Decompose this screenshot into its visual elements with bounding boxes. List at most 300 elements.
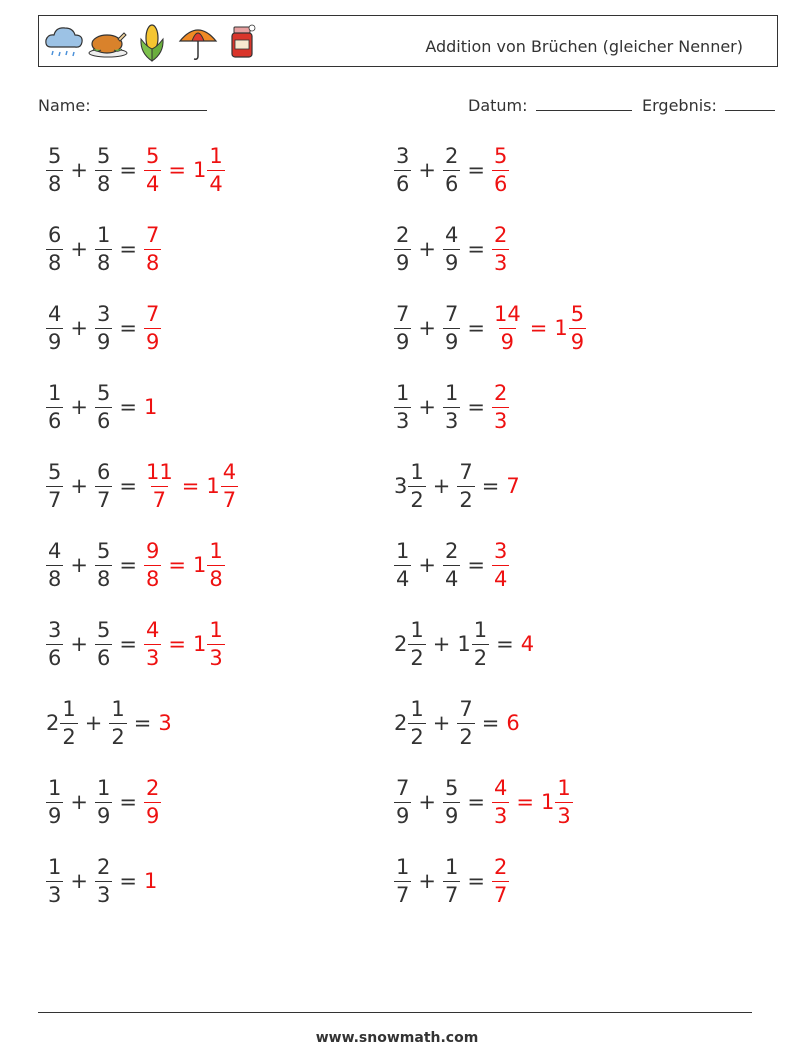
denominator: 8: [48, 171, 62, 196]
fraction: [95, 301, 112, 354]
denominator: 8: [145, 250, 160, 275]
fraction: [144, 301, 161, 354]
numerator: 3: [48, 617, 62, 642]
denominator: 9: [48, 803, 62, 828]
numerator: 1: [410, 459, 424, 484]
denominator: 2: [62, 724, 76, 749]
denominator: 2: [410, 724, 424, 749]
answer: [521, 632, 535, 656]
fraction: [95, 617, 112, 670]
fraction: [60, 696, 77, 749]
corn-icon: [131, 21, 173, 63]
umbrella-icon: [177, 21, 219, 63]
numerator: 2: [493, 380, 508, 405]
answer-value: [144, 395, 158, 419]
fraction: [443, 538, 460, 591]
whole-number: 1: [540, 790, 555, 814]
equals-sign: =: [529, 316, 548, 340]
fraction: [443, 380, 460, 433]
problem-item: [46, 535, 225, 595]
plus-sign: +: [70, 869, 88, 893]
equals-sign: =: [119, 237, 137, 261]
answer-value: [144, 617, 161, 670]
numerator: 1: [410, 696, 424, 721]
fraction: [46, 222, 63, 275]
numerator: 1: [209, 617, 223, 642]
addend-1: [46, 459, 63, 512]
denominator: 2: [410, 487, 424, 512]
mixed-number: [554, 301, 586, 354]
worksheet-title: Addition von Brüchen (gleicher Nenner): [425, 37, 743, 56]
addend-1: [394, 143, 411, 196]
numerator: 7: [145, 222, 160, 247]
problem-item: [46, 693, 173, 753]
plus-sign: +: [70, 395, 88, 419]
fraction: [394, 775, 411, 828]
fraction: [394, 301, 411, 354]
addend-1: [46, 696, 78, 749]
answer: [506, 474, 520, 498]
equals-sign: =: [481, 474, 500, 498]
fraction: [443, 301, 460, 354]
mixed-number: [540, 775, 573, 828]
numerator: 2: [444, 143, 459, 168]
numerator: 7: [396, 301, 410, 326]
addend-2: [95, 775, 112, 828]
fraction: [207, 617, 224, 670]
numerator: 1: [396, 854, 410, 879]
name-label: Name:: [38, 96, 91, 115]
fraction: [457, 696, 474, 749]
addend-2: [443, 222, 460, 275]
equals-sign: =: [467, 237, 485, 261]
equals-sign: =: [133, 711, 152, 735]
plus-sign: +: [70, 553, 88, 577]
denominator: 6: [96, 408, 111, 433]
denominator: 9: [145, 329, 160, 354]
denominator: 3: [493, 408, 508, 433]
date-label: Datum:: [468, 96, 528, 115]
score-label: Ergebnis:: [642, 96, 717, 115]
fraction: [492, 538, 509, 591]
addend-1: [394, 775, 411, 828]
denominator: 4: [209, 171, 223, 196]
answer: [144, 617, 225, 670]
fraction: [394, 222, 411, 275]
fraction: [95, 538, 112, 591]
fraction: [46, 775, 63, 828]
addend-2: [95, 380, 112, 433]
equals-sign: =: [119, 790, 137, 814]
fraction: [46, 854, 63, 907]
equals-sign: =: [168, 158, 186, 182]
plus-sign: +: [418, 237, 436, 261]
addend-2: [95, 301, 112, 354]
fraction: [144, 459, 175, 512]
equals-sign: =: [119, 395, 137, 419]
answer: [158, 711, 172, 735]
denominator: 3: [48, 882, 62, 907]
fraction: [569, 301, 586, 354]
addend-2: [443, 538, 460, 591]
problem-item: [46, 772, 161, 832]
fraction: [207, 538, 224, 591]
addend-2: [95, 222, 112, 275]
denominator: 7: [48, 487, 62, 512]
fraction: [144, 143, 161, 196]
addend-2: [95, 617, 112, 670]
whole-number: 1: [554, 316, 568, 340]
whole-number: 1: [192, 632, 207, 656]
plus-sign: +: [70, 790, 88, 814]
numerator: 5: [48, 459, 62, 484]
fraction: [443, 854, 460, 907]
numerator: 5: [96, 380, 111, 405]
plus-sign: +: [70, 158, 88, 182]
fraction: [394, 538, 411, 591]
numerator: 2: [444, 538, 459, 563]
denominator: 9: [570, 329, 585, 354]
answer: [144, 869, 158, 893]
addend-1: [394, 301, 411, 354]
fraction: [95, 854, 112, 907]
numerator: 1: [396, 538, 410, 563]
numerator: 2: [96, 854, 111, 879]
addend-1: [394, 380, 411, 433]
fraction: [443, 143, 460, 196]
denominator: 3: [145, 645, 160, 670]
plus-sign: +: [418, 395, 436, 419]
addend-1: [46, 775, 63, 828]
addend-1: [394, 696, 426, 749]
equals-sign: =: [119, 869, 137, 893]
problem-item: [394, 693, 521, 753]
answer-value: [144, 459, 175, 512]
whole-number: 3: [158, 711, 172, 735]
numerator: 4: [145, 617, 160, 642]
whole-number: 1: [457, 632, 471, 656]
addend-2: [457, 459, 474, 512]
answer-value: [144, 775, 161, 828]
numerator: 2: [493, 854, 508, 879]
numerator: 7: [459, 696, 473, 721]
equals-sign: =: [119, 158, 137, 182]
answer-value: [144, 869, 158, 893]
denominator: 6: [396, 171, 410, 196]
answer-value: [492, 380, 509, 433]
fraction: [472, 617, 489, 670]
fraction: [408, 696, 425, 749]
whole-number: 1: [192, 553, 207, 577]
denominator: 6: [493, 171, 508, 196]
problem-item: [394, 851, 509, 911]
whole-number: 2: [394, 711, 408, 735]
problem-item: [46, 298, 161, 358]
answer-value: [492, 538, 509, 591]
equals-sign: =: [168, 553, 186, 577]
answer: [506, 711, 520, 735]
answer: [492, 775, 573, 828]
denominator: 7: [222, 487, 237, 512]
fraction: [144, 222, 161, 275]
whole-number: 1: [143, 869, 158, 893]
numerator: 1: [557, 775, 571, 800]
denominator: 4: [444, 566, 459, 591]
denominator: 9: [444, 803, 459, 828]
numerator: 1: [48, 854, 62, 879]
name-blank: [99, 96, 207, 111]
plus-sign: +: [432, 632, 451, 656]
fraction: [492, 301, 523, 354]
numerator: 1: [209, 538, 223, 563]
equals-sign: =: [467, 158, 485, 182]
answer: [144, 395, 158, 419]
fraction: [46, 459, 63, 512]
denominator: 6: [48, 645, 62, 670]
numerator: 5: [570, 301, 585, 326]
answer-value: [492, 854, 509, 907]
numerator: 1: [62, 696, 76, 721]
fraction: [95, 143, 112, 196]
equals-sign: =: [467, 316, 485, 340]
name-field: [38, 96, 207, 115]
answer-value: [506, 711, 520, 735]
denominator: 7: [152, 487, 167, 512]
denominator: 8: [48, 566, 62, 591]
equals-sign: =: [119, 553, 137, 577]
equals-sign: =: [119, 474, 137, 498]
fraction: [492, 143, 509, 196]
worksheet-header: [38, 15, 778, 67]
addend-2: [443, 301, 460, 354]
fraction: [144, 775, 161, 828]
denominator: 9: [444, 250, 459, 275]
numerator: 1: [48, 380, 62, 405]
fraction: [394, 380, 411, 433]
numerator: 5: [493, 143, 508, 168]
numerator: 5: [96, 538, 111, 563]
problem-item: [394, 772, 573, 832]
problem-item: [394, 298, 586, 358]
problem-item: [394, 219, 509, 279]
denominator: 7: [493, 882, 508, 907]
addend-2: [95, 459, 112, 512]
denominator: 3: [493, 250, 508, 275]
addend-2: [443, 854, 460, 907]
problem-item: [46, 614, 225, 674]
fraction: [95, 459, 112, 512]
equals-sign: =: [467, 395, 485, 419]
numerator: 4: [48, 301, 62, 326]
denominator: 9: [500, 329, 515, 354]
fraction: [46, 301, 63, 354]
answer: [492, 143, 509, 196]
fraction: [46, 617, 63, 670]
mixed-number: [192, 617, 225, 670]
addend-2: [95, 538, 112, 591]
whole-number: 1: [192, 158, 207, 182]
plus-sign: +: [84, 711, 103, 735]
fraction: [492, 222, 509, 275]
whole-number: 3: [394, 474, 408, 498]
problem-item: [46, 851, 158, 911]
answer: [144, 775, 161, 828]
denominator: 8: [96, 171, 111, 196]
problem-item: [46, 377, 158, 437]
numerator: 4: [222, 459, 237, 484]
equals-sign: =: [467, 553, 485, 577]
fraction: [95, 775, 112, 828]
numerator: 7: [396, 775, 410, 800]
plus-sign: +: [418, 158, 436, 182]
fraction: [144, 617, 161, 670]
fraction: [46, 143, 63, 196]
numerator: 4: [493, 775, 508, 800]
numerator: 6: [48, 222, 62, 247]
denominator: 3: [396, 408, 410, 433]
numerator: 5: [96, 617, 111, 642]
numerator: 5: [96, 143, 111, 168]
addend-2: [95, 854, 112, 907]
denominator: 9: [145, 803, 160, 828]
footer-url: www.snowmath.com: [315, 1030, 479, 1046]
denominator: 9: [96, 803, 111, 828]
fraction: [443, 222, 460, 275]
denominator: 6: [444, 171, 459, 196]
rain-cloud-icon: [43, 21, 85, 63]
denominator: 6: [96, 645, 111, 670]
answer: [144, 301, 161, 354]
denominator: 9: [96, 329, 111, 354]
numerator: 1: [444, 380, 459, 405]
denominator: 3: [557, 803, 571, 828]
problem-item: [394, 456, 521, 516]
denominator: 2: [410, 645, 424, 670]
fraction: [457, 459, 474, 512]
problem-item: [46, 219, 161, 279]
fraction: [207, 143, 224, 196]
denominator: 2: [459, 724, 473, 749]
addend-1: [46, 143, 63, 196]
plus-sign: +: [432, 711, 451, 735]
denominator: 9: [48, 329, 62, 354]
answer-value: [492, 143, 509, 196]
numerator: 1: [396, 380, 410, 405]
answer-value: [144, 301, 161, 354]
numerator: 6: [96, 459, 111, 484]
numerator: 3: [96, 301, 111, 326]
denominator: 3: [444, 408, 459, 433]
denominator: 9: [396, 329, 410, 354]
addend-2: [443, 775, 460, 828]
whole-number: 7: [506, 474, 520, 498]
denominator: 8: [48, 250, 62, 275]
plus-sign: +: [418, 869, 436, 893]
mixed-number: [192, 143, 225, 196]
problem-item: [394, 614, 535, 674]
numerator: 1: [444, 854, 459, 879]
mixed-number: [206, 459, 238, 512]
numerator: 2: [145, 775, 160, 800]
plus-sign: +: [70, 474, 88, 498]
fraction: [95, 222, 112, 275]
problem-item: [394, 377, 509, 437]
answer: [492, 538, 509, 591]
roast-chicken-icon: [87, 21, 129, 63]
addend-1: [46, 854, 63, 907]
denominator: 4: [396, 566, 410, 591]
fraction: [95, 380, 112, 433]
equals-sign: =: [168, 632, 186, 656]
fraction: [394, 854, 411, 907]
denominator: 3: [209, 645, 223, 670]
fraction: [492, 854, 509, 907]
numerator: 7: [459, 459, 473, 484]
numerator: 7: [444, 301, 459, 326]
denominator: 7: [96, 487, 111, 512]
score-field: [642, 96, 775, 115]
denominator: 8: [96, 566, 111, 591]
answer: [492, 301, 586, 354]
problem-item: [46, 140, 225, 200]
whole-number: 4: [520, 632, 535, 656]
denominator: 8: [96, 250, 111, 275]
addend-2: [443, 143, 460, 196]
fraction: [46, 538, 63, 591]
footer-divider: [38, 1012, 752, 1013]
addend-2: [457, 696, 474, 749]
numerator: 3: [493, 538, 508, 563]
answer: [144, 143, 225, 196]
numerator: 1: [410, 617, 424, 642]
fraction: [492, 775, 509, 828]
denominator: 8: [145, 566, 160, 591]
mixed-number: [192, 538, 225, 591]
denominator: 3: [96, 882, 111, 907]
answer-value: [521, 632, 535, 656]
score-blank: [725, 96, 775, 111]
fraction: [408, 459, 425, 512]
fraction: [109, 696, 126, 749]
denominator: 2: [473, 645, 488, 670]
numerator: 1: [48, 775, 62, 800]
problem-item: [394, 535, 509, 595]
numerator: 14: [493, 301, 521, 326]
fraction: [46, 380, 63, 433]
equals-sign: =: [516, 790, 534, 814]
denominator: 7: [396, 882, 410, 907]
answer-value: [144, 143, 161, 196]
plus-sign: +: [418, 316, 436, 340]
answer: [144, 222, 161, 275]
numerator: 1: [96, 775, 111, 800]
addend-1: [394, 459, 426, 512]
plus-sign: +: [432, 474, 451, 498]
equals-sign: =: [119, 632, 137, 656]
plus-sign: +: [70, 237, 88, 261]
denominator: 6: [48, 408, 62, 433]
answer-value: [144, 538, 161, 591]
denominator: 8: [209, 566, 223, 591]
denominator: 7: [444, 882, 459, 907]
equals-sign: =: [119, 316, 137, 340]
addend-1: [394, 222, 411, 275]
numerator: 4: [444, 222, 459, 247]
numerator: 1: [209, 143, 223, 168]
answer-value: [506, 474, 520, 498]
numerator: 5: [444, 775, 459, 800]
addend-2: [443, 380, 460, 433]
